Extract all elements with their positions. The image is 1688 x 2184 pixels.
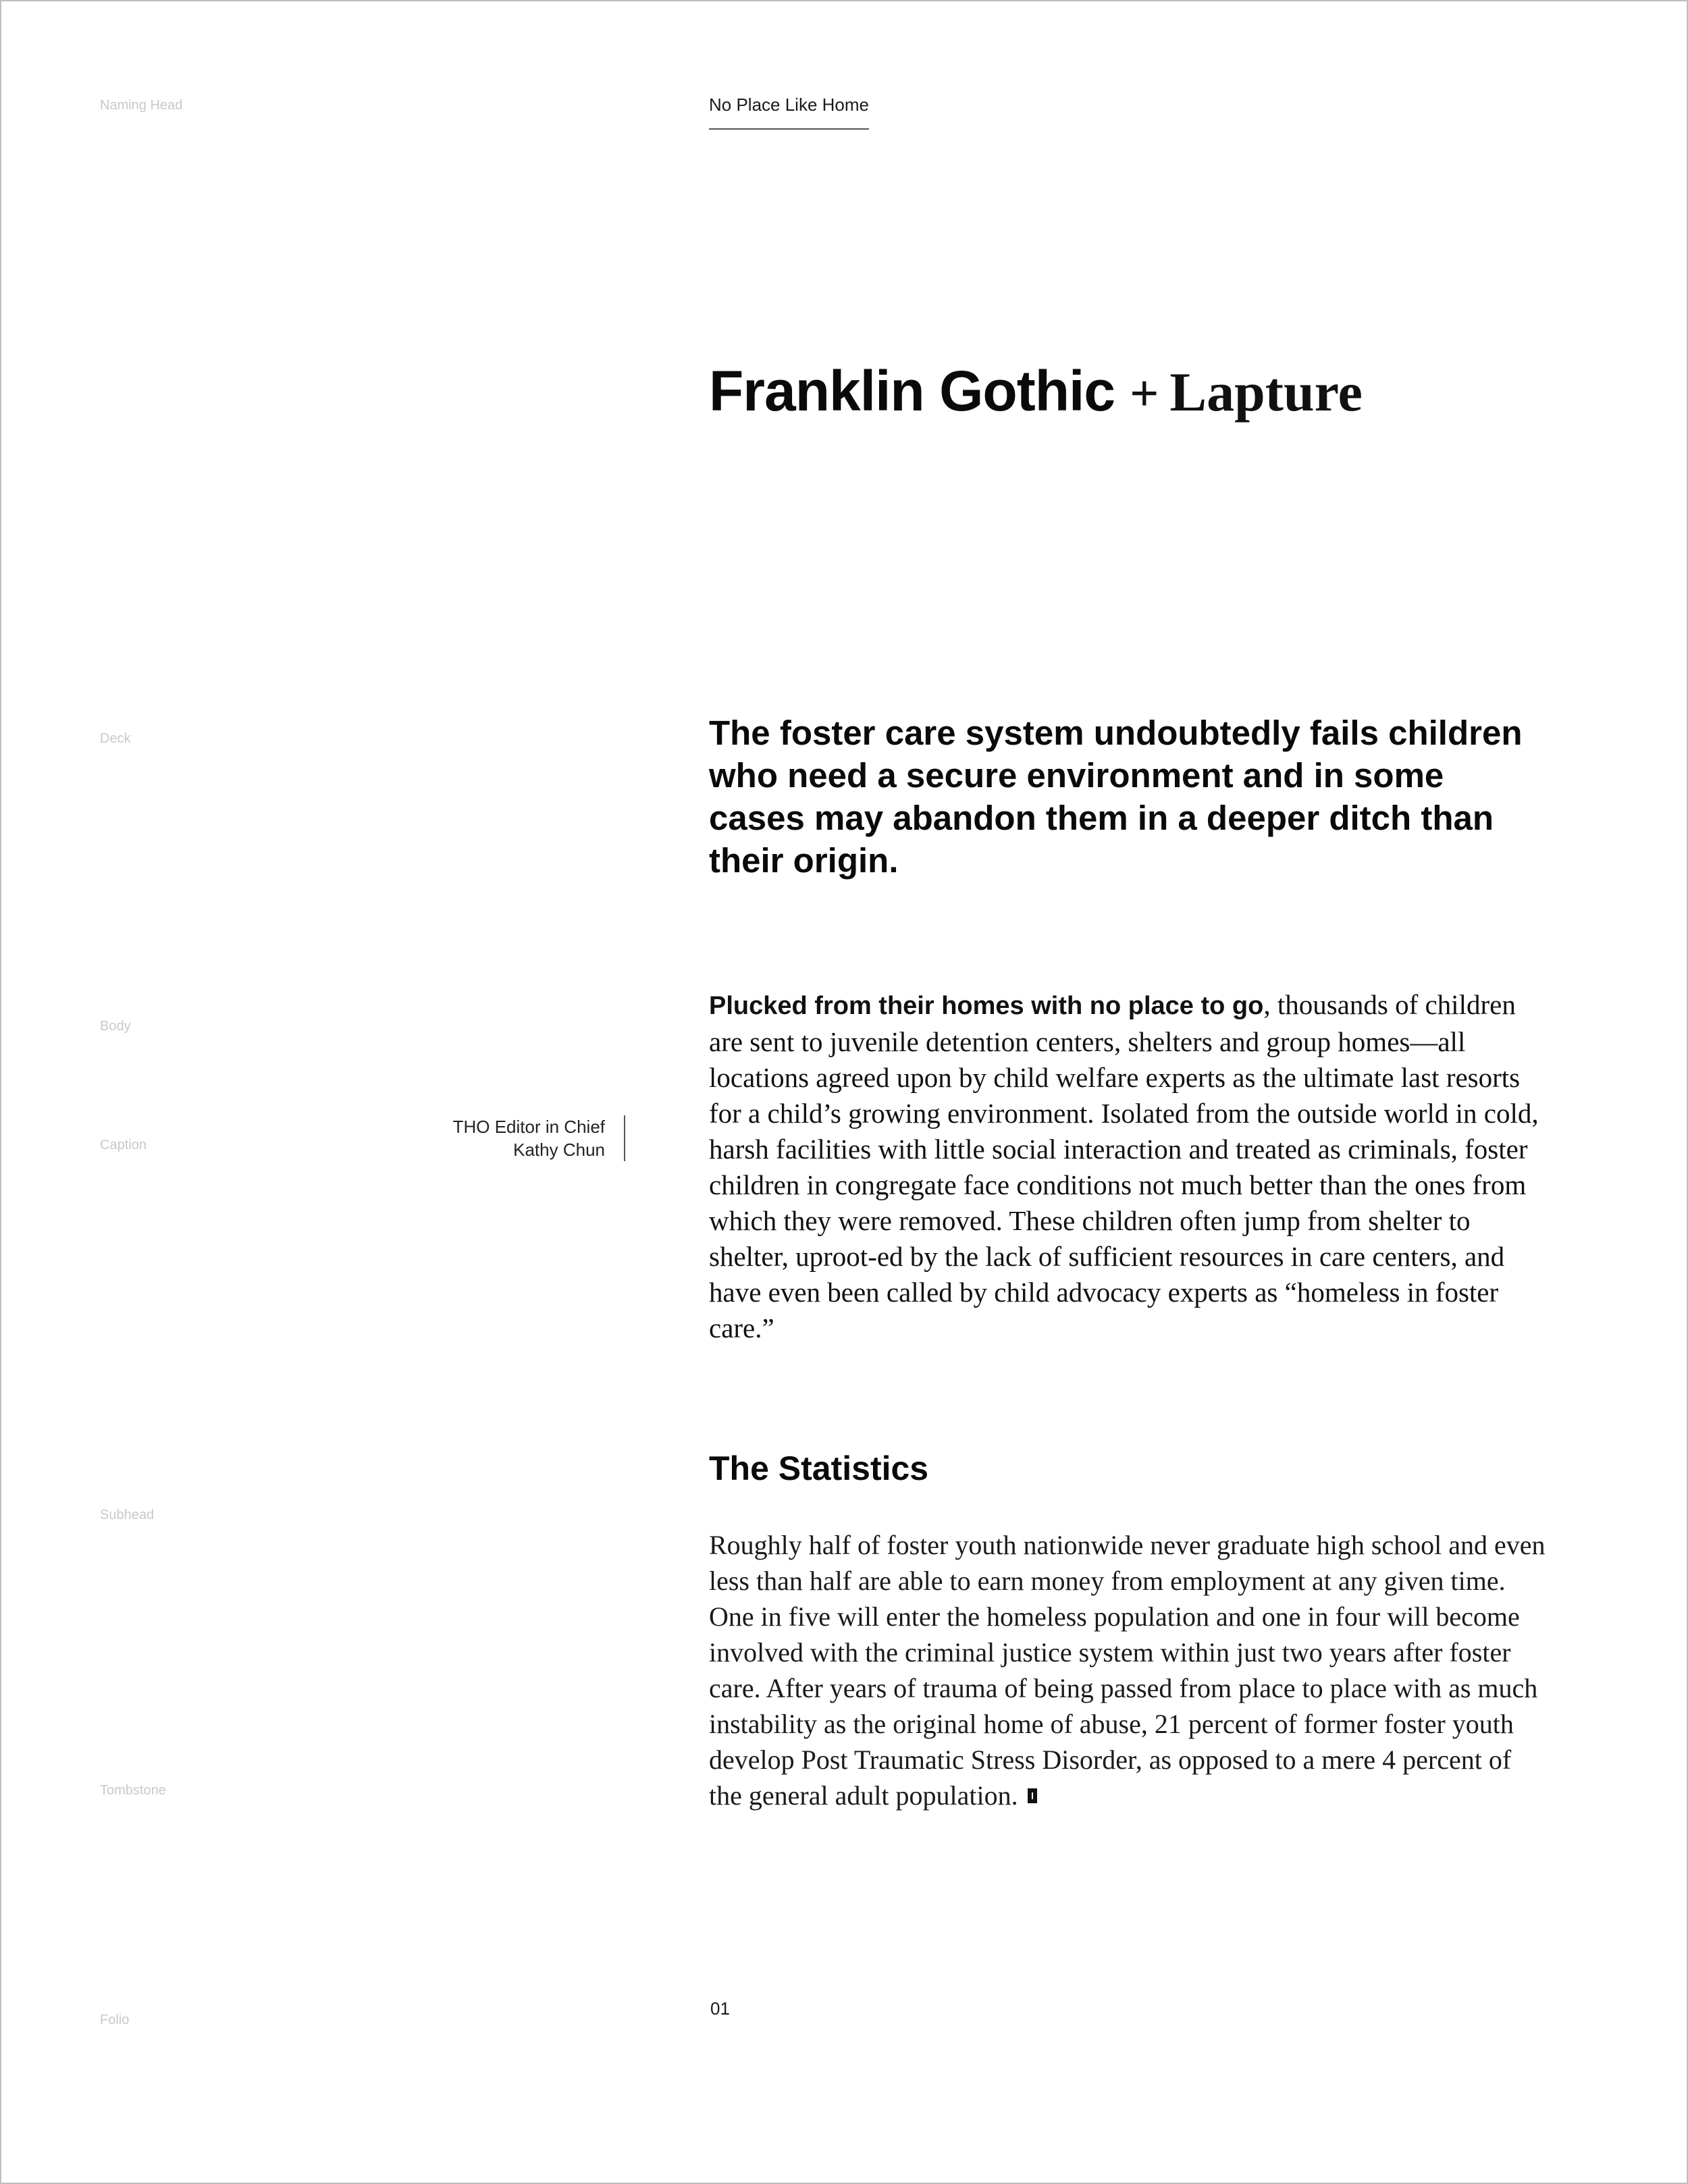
statistics-text: [709, 1527, 1546, 1813]
body-lead: Plucked from their homes with no place to go: [709, 992, 1264, 1020]
title-serif: Lapture: [1169, 361, 1363, 423]
caption-title: THO Editor in Chief: [452, 1117, 605, 1137]
statistics-paragraph: Roughly half of foster youth nationwide never graduate high school and even less than half are able to earn money from employment at any given time. One in five will enter the homeless population and one in four will become involved with the criminal justice system within just two years after foster care. After years of trauma of being passed from place to place with as much instability as the original home of abuse, 21 percent of former foster youth develop Post Traumatic Stress Disorder, as opposed to a mere 4 percent of the general adult population.: [709, 1530, 1546, 1811]
label-deck: Deck: [100, 731, 131, 746]
subhead: The Statistics: [709, 1449, 929, 1487]
deck-text: The foster care system undoubtedly fails children who need a secure environment and in some cases may abandon them in a deeper ditch than their origin.: [709, 714, 1523, 880]
label-folio: Folio: [100, 2013, 130, 2027]
body-text: [709, 987, 1546, 1346]
label-caption: Caption: [100, 1138, 147, 1152]
tombstone-icon: [1028, 1788, 1037, 1803]
label-body: Body: [100, 1019, 131, 1034]
title-plus: +: [1130, 365, 1159, 422]
caption-name: Kathy Chun: [513, 1140, 605, 1160]
label-naming-head: Naming Head: [100, 98, 183, 113]
page-title: [709, 359, 1363, 423]
label-subhead: Subhead: [100, 1508, 155, 1522]
title-sans: Franklin Gothic: [709, 359, 1115, 423]
caption: [453, 1115, 625, 1161]
running-head: No Place Like Home: [709, 96, 869, 130]
label-tombstone: Tombstone: [100, 1783, 166, 1798]
body-paragraph: , thousands of children are sent to juvenile detention centers, shelters and group homes—all locations agreed upon by child welfare experts as the ultimate last resorts for a child’s growing environment. Isolated from the outside world in cold, harsh facilities with little social interaction and treated as criminals, foster children in congregate face conditions not much better than the ones from which they were removed. These children often jump from shelter to shelter, uproot-ed by the lack of sufficient resources in care centers, and have even been called by child advocacy experts as “homeless in foster care.”: [709, 989, 1539, 1343]
folio: 01: [710, 1998, 730, 2019]
